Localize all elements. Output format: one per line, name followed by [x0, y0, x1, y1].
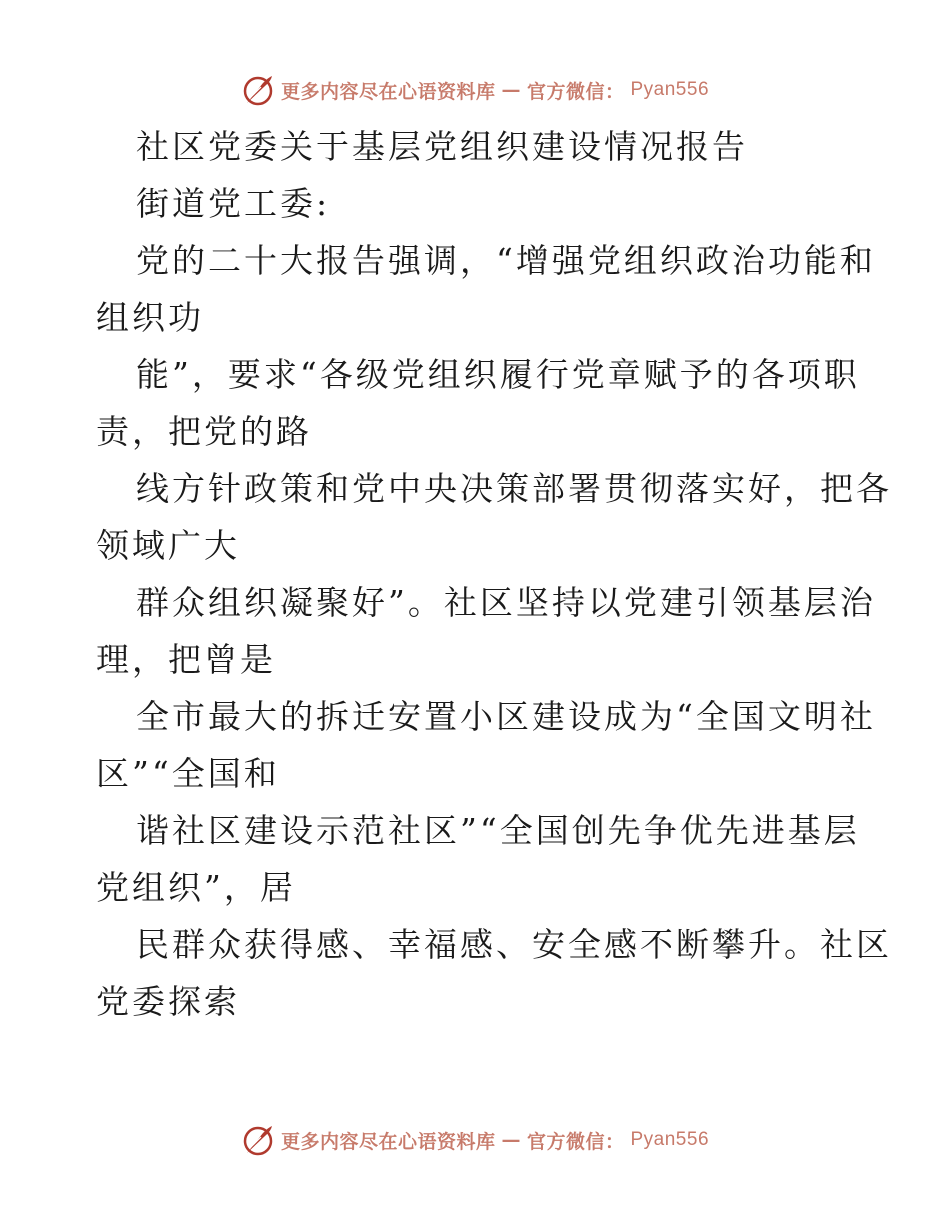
paragraph-line: 全市最大的拆迁安置小区建设成为“全国文明社	[136, 697, 876, 736]
watermark-dash: —	[501, 79, 521, 101]
paragraph-line: 线方针政策和党中央决策部署贯彻落实好，把各	[136, 469, 892, 508]
watermark-wechat-label: 官方微信：	[526, 1130, 625, 1153]
watermark-wechat-id: Pyan556	[630, 1129, 710, 1150]
paragraph-line: 能”，要求“各级党组织履行党章赋予的各项职	[136, 355, 860, 394]
paragraph-line: 民群众获得感、幸福感、安全感不断攀升。社区	[136, 925, 892, 964]
paragraph-line: 责，把党的路	[96, 412, 312, 451]
paragraph-line: 党的二十大报告强调，“增强党组织政治功能和	[136, 241, 876, 280]
watermark-footer	[0, 1120, 950, 1160]
watermark-dash: —	[501, 1129, 521, 1151]
quill-logo-icon	[241, 73, 275, 107]
paragraph-line: 群众组织凝聚好”。社区坚持以党建引领基层治	[136, 583, 876, 622]
paragraph-line: 党组织”，居	[96, 868, 296, 907]
watermark-title: 更多内容尽在心语资料库	[280, 80, 496, 103]
document-body	[96, 118, 892, 1030]
watermark-header	[0, 70, 950, 110]
watermark-wechat-id: Pyan556	[630, 79, 710, 100]
quill-logo-icon	[241, 1123, 275, 1157]
paragraph-line: 组织功	[96, 298, 204, 337]
watermark-wechat-label: 官方微信：	[526, 80, 625, 103]
paragraph-line: 谐社区建设示范社区”“全国创先争优先进基层	[136, 811, 860, 850]
paragraph-line: 区”“全国和	[96, 754, 280, 793]
watermark-title: 更多内容尽在心语资料库	[280, 1130, 496, 1153]
paragraph-line: 领域广大	[96, 526, 240, 565]
paragraph-line: 党委探索	[96, 982, 240, 1021]
document-addressee: 街道党工委:	[136, 184, 331, 223]
paragraph-line: 理，把曾是	[96, 640, 276, 679]
document-title: 社区党委关于基层党组织建设情况报告	[136, 127, 748, 166]
